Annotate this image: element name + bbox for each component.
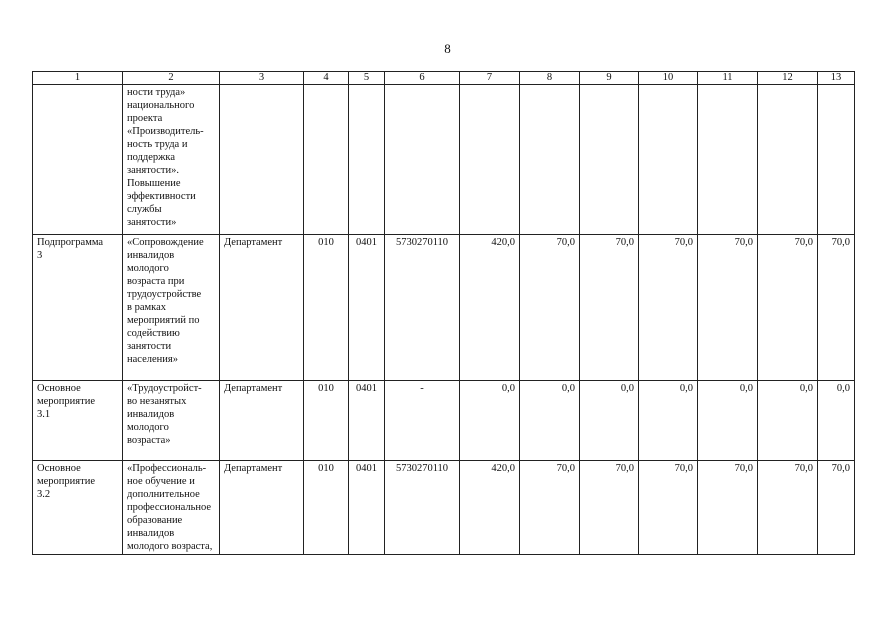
program-cell: Основное мероприятие 3.2 (33, 461, 123, 555)
value-cell: 0,0 (580, 381, 639, 461)
value-cell (580, 85, 639, 235)
name-cell: ности труда» национального проекта «Производитель- ность труда и поддержка занятости». Повышение эффективности службы занятости» (123, 85, 220, 235)
value-cell: 70,0 (698, 461, 758, 555)
column-header: 2 (123, 72, 220, 85)
name-cell: «Трудоустройст- во незанятых инвалидов молодого возраста» (123, 381, 220, 461)
program-cell: Основное мероприятие 3.1 (33, 381, 123, 461)
column-header: 4 (304, 72, 349, 85)
value-cell: 0,0 (460, 381, 520, 461)
column-header: 3 (220, 72, 304, 85)
value-cell: 70,0 (818, 235, 855, 381)
header-row (33, 72, 855, 85)
executor-cell (220, 85, 304, 235)
section-cell (349, 85, 385, 235)
value-cell: 0,0 (818, 381, 855, 461)
code-cell: 010 (304, 235, 349, 381)
program-cell (33, 85, 123, 235)
table-row (33, 381, 855, 461)
column-header: 13 (818, 72, 855, 85)
column-header: 6 (385, 72, 460, 85)
value-cell: 0,0 (520, 381, 580, 461)
value-cell: 70,0 (758, 461, 818, 555)
value-cell (818, 85, 855, 235)
value-cell (639, 85, 698, 235)
page-number: 8 (444, 41, 451, 56)
value-cell (520, 85, 580, 235)
name-cell: «Сопровождение инвалидов молодого возраста при трудоустройстве в рамках мероприятий по содействию занятости населения» (123, 235, 220, 381)
code-cell: 010 (304, 461, 349, 555)
executor-cell: Департамент (220, 381, 304, 461)
value-cell: 70,0 (818, 461, 855, 555)
section-cell: 0401 (349, 461, 385, 555)
value-cell: 70,0 (520, 461, 580, 555)
value-cell: 70,0 (698, 235, 758, 381)
section-cell: 0401 (349, 235, 385, 381)
code-cell (304, 85, 349, 235)
value-cell: 70,0 (639, 235, 698, 381)
value-cell (460, 85, 520, 235)
column-header: 1 (33, 72, 123, 85)
value-cell: 420,0 (460, 235, 520, 381)
value-cell: 70,0 (758, 235, 818, 381)
table-row (33, 235, 855, 381)
value-cell: 70,0 (580, 461, 639, 555)
value-cell: 0,0 (758, 381, 818, 461)
target-article-cell: 5730270110 (385, 461, 460, 555)
value-cell: 70,0 (639, 461, 698, 555)
table-row (33, 461, 855, 555)
column-header: 7 (460, 72, 520, 85)
section-cell: 0401 (349, 381, 385, 461)
value-cell (758, 85, 818, 235)
target-article-cell (385, 85, 460, 235)
value-cell: 70,0 (520, 235, 580, 381)
value-cell (698, 85, 758, 235)
value-cell: 0,0 (639, 381, 698, 461)
executor-cell: Департамент (220, 235, 304, 381)
column-header: 9 (580, 72, 639, 85)
column-header: 11 (698, 72, 758, 85)
budget-table (32, 71, 855, 555)
executor-cell: Департамент (220, 461, 304, 555)
target-article-cell: - (385, 381, 460, 461)
column-header: 5 (349, 72, 385, 85)
value-cell: 0,0 (698, 381, 758, 461)
code-cell: 010 (304, 381, 349, 461)
value-cell: 70,0 (580, 235, 639, 381)
column-header: 12 (758, 72, 818, 85)
column-header: 10 (639, 72, 698, 85)
column-header: 8 (520, 72, 580, 85)
name-cell: «Профессиональ- ное обучение и дополнительное профессиональное образование инвалидов молодого возраста, (123, 461, 220, 555)
value-cell: 420,0 (460, 461, 520, 555)
target-article-cell: 5730270110 (385, 235, 460, 381)
program-cell: Подпрограмма 3 (33, 235, 123, 381)
table-row (33, 85, 855, 235)
